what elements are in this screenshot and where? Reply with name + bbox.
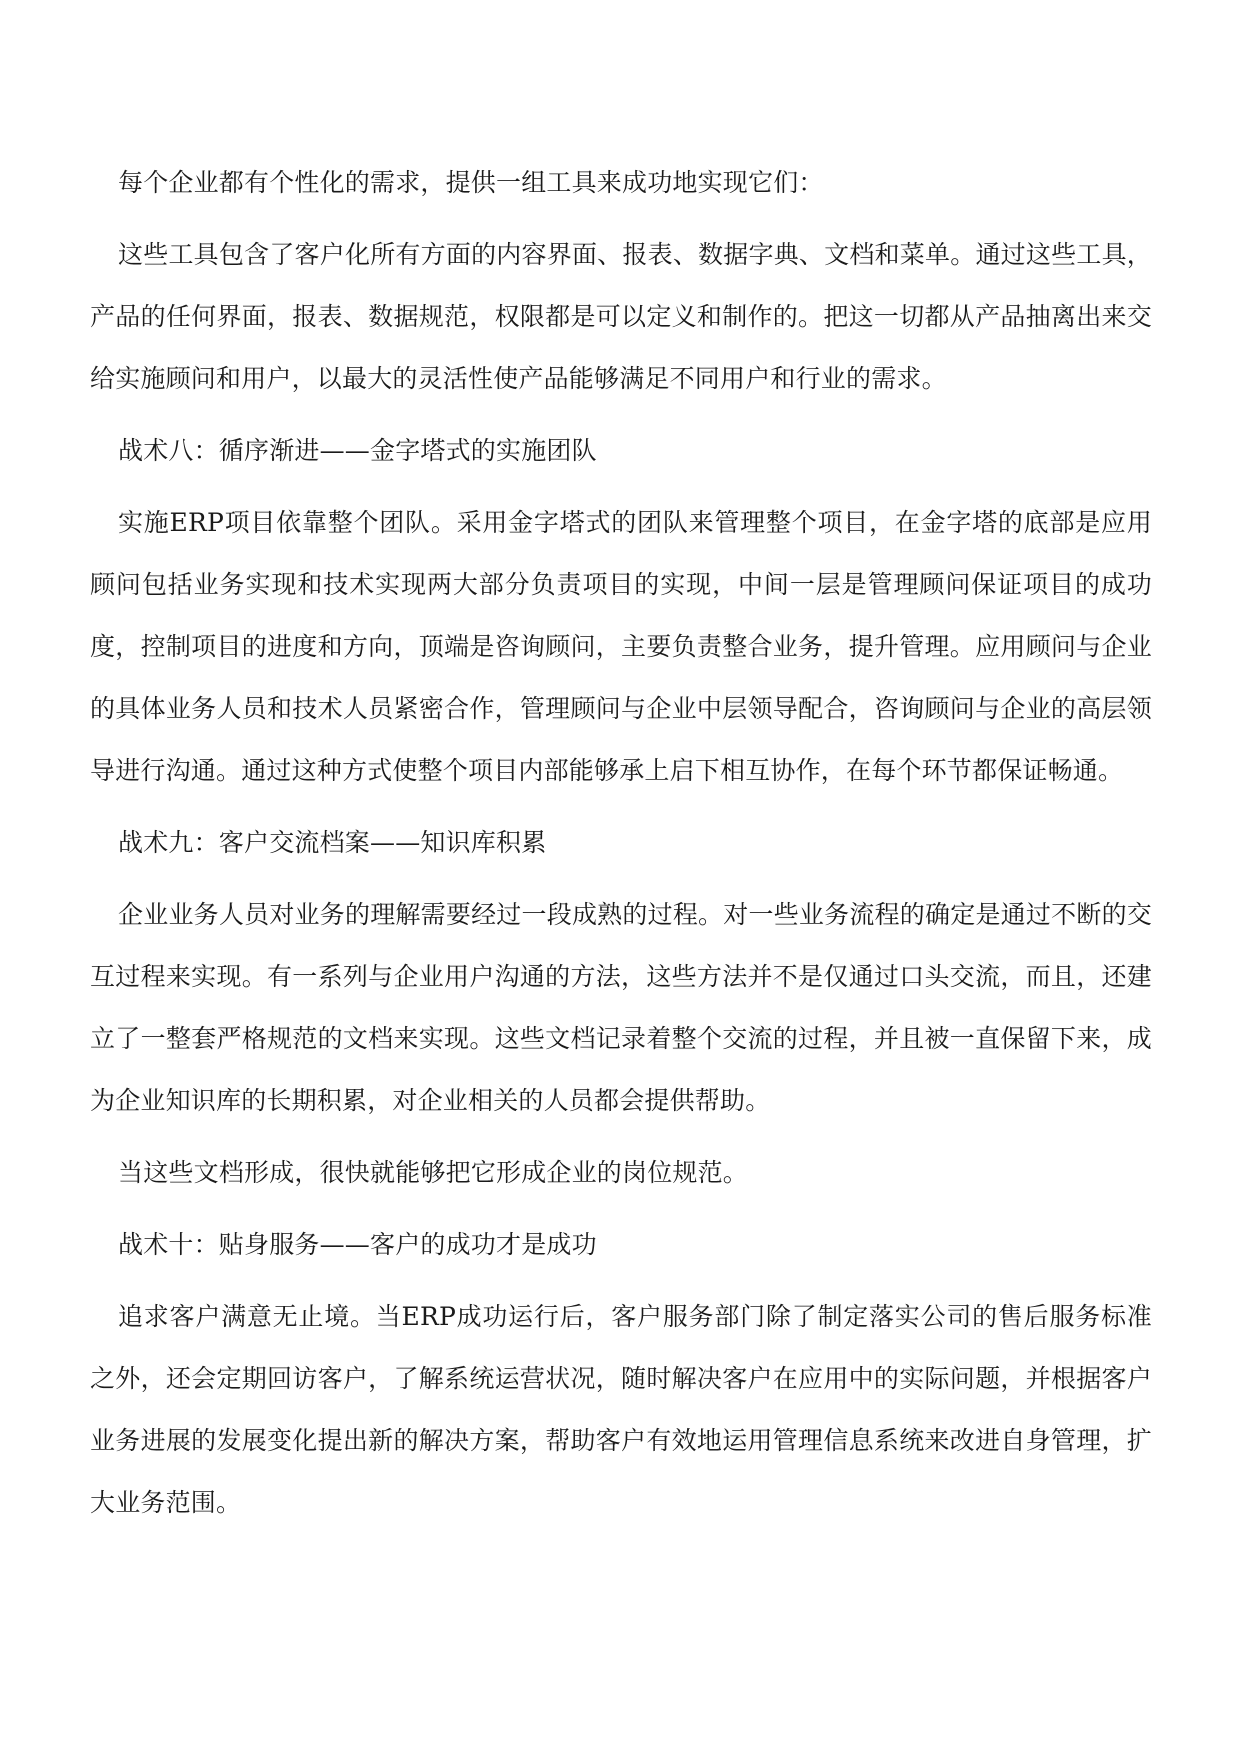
paragraph-intro: 每个企业都有个性化的需求，提供一组工具来成功地实现它们： [118, 168, 824, 197]
paragraph-tools: 这些工具包含了客户化所有方面的内容界面、报表、数据字典、文档和菜单。通过这些工具，产品的任何界面，报表、数据规范，权限都是可以定义和制作的。把这一切都从产品抽离出来交给实施顾问和用户，以最大的灵活性使产品能够满足不同用户和行业的需求。 [90, 240, 1152, 393]
heading-tactic-8: 战术八：循序渐进——金字塔式的实施团队 [118, 436, 597, 465]
paragraph-team: 实施ERP项目依靠整个团队。采用金字塔式的团队来管理整个项目，在金字塔的底部是应用顾问包括业务实现和技术实现两大部分负责项目的实现，中间一层是管理顾问保证项目的成功度，控制项目的进度和方向，顶端是咨询顾问，主要负责整合业务，提升管理。应用顾问与企业的具体业务人员和技术人员紧密合作，管理顾问与企业中层领导配合，咨询顾问与企业的高层领导进行沟通。通过这种方式使整个项目内部能够承上启下相互协作，在每个环节都保证畅通。 [90, 508, 1152, 785]
paragraph-service: 追求客户满意无止境。当ERP成功运行后，客户服务部门除了制定落实公司的售后服务标准之外，还会定期回访客户，了解系统运营状况，随时解决客户在应用中的实际问题，并根据客户业务进展的发展变化提出新的解决方案，帮助客户有效地运用管理信息系统来改进自身管理，扩大业务范围。 [90, 1302, 1152, 1517]
document-page [90, 152, 1152, 1544]
paragraph-knowledge: 企业业务人员对业务的理解需要经过一段成熟的过程。对一些业务流程的确定是通过不断的交互过程来实现。有一系列与企业用户沟通的方法，这些方法并不是仅通过口头交流，而且，还建立了一整套严格规范的文档来实现。这些文档记录着整个交流的过程，并且被一直保留下来，成为企业知识库的长期积累，对企业相关的人员都会提供帮助。 [90, 900, 1152, 1115]
heading-tactic-10: 战术十：贴身服务——客户的成功才是成功 [118, 1230, 597, 1259]
paragraph-documents: 当这些文档形成，很快就能够把它形成企业的岗位规范。 [118, 1158, 749, 1187]
heading-tactic-9: 战术九：客户交流档案——知识库积累 [118, 828, 547, 857]
